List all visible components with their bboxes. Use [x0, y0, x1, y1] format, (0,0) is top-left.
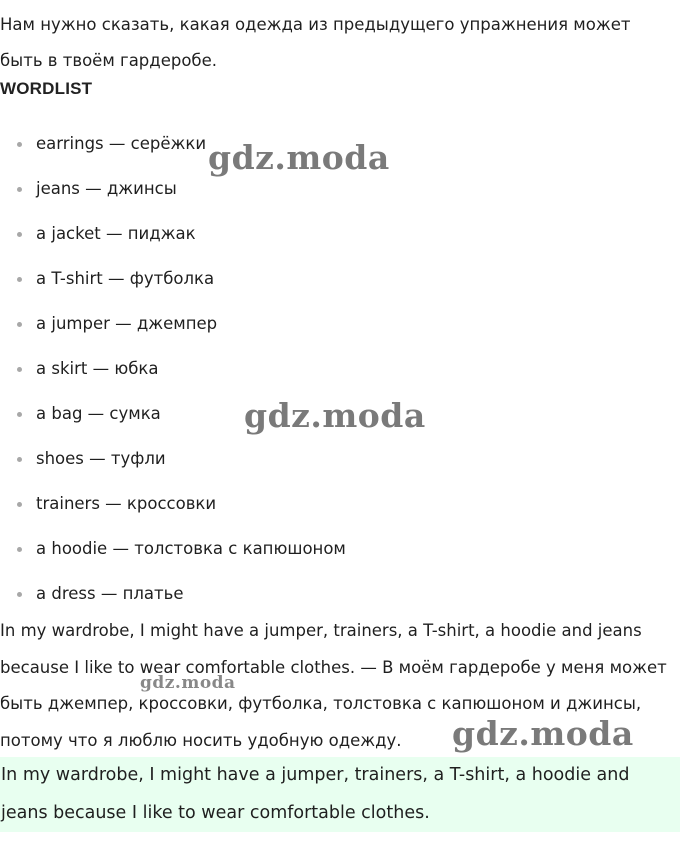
list-item-text: a jumper — джемпер: [36, 314, 218, 333]
list-item: [0, 441, 346, 486]
highlight-text: In my wardrobe, I might have a jumper, trainers, a T-shirt, a hoodie and jeans because I like to wear comfortable clothes.: [1, 765, 630, 823]
wordlist: [0, 126, 346, 621]
list-item-text: a bag — сумка: [36, 404, 161, 423]
bullet-icon: [17, 232, 22, 237]
watermark-logo: gdz.moda: [140, 673, 236, 693]
list-item-text: shoes — туфли: [36, 449, 166, 468]
bullet-icon: [17, 277, 22, 282]
bullet-icon: [17, 502, 22, 507]
list-item: [0, 261, 346, 306]
answer-text: In my wardrobe, I might have a jumper, trainers, a T-shirt, a hoodie and jeans because I like to wear comfortable clothes. — В моём гардеробе у меня может быть джемпер, кроссовки, футболка, толстовка с капюшоном и джинсы, потому что я люблю носить удобную одежду.: [0, 621, 667, 750]
list-item: [0, 531, 346, 576]
intro-text: Нам нужно сказать, какая одежда из предыдущего упражнения может быть в твоём гардеробе.: [0, 15, 631, 70]
bullet-icon: [17, 412, 22, 417]
list-item: [0, 306, 346, 351]
list-item: [0, 486, 346, 531]
watermark-logo: gdz.moda: [244, 396, 426, 435]
list-item-text: a jacket — пиджак: [36, 224, 196, 243]
list-item-text: jeans — джинсы: [36, 179, 177, 198]
bullet-icon: [17, 592, 22, 597]
list-item-text: earrings — серёжки: [36, 134, 207, 153]
list-item: [0, 351, 346, 396]
bullet-icon: [17, 367, 22, 372]
bullet-icon: [17, 547, 22, 552]
watermark-logo: gdz.moda: [452, 714, 634, 753]
list-item-text: trainers — кроссовки: [36, 494, 217, 513]
list-item-text: a skirt — юбка: [36, 359, 159, 378]
list-item: [0, 171, 346, 216]
watermark-logo: gdz.moda: [208, 138, 390, 177]
bullet-icon: [17, 187, 22, 192]
list-item-text: a T-shirt — футболка: [36, 269, 215, 288]
answer-highlight: [0, 757, 680, 832]
list-item-text: a dress — платье: [36, 584, 184, 603]
bullet-icon: [17, 457, 22, 462]
wordlist-heading: WORDLIST: [0, 79, 93, 98]
bullet-icon: [17, 322, 22, 327]
list-item-text: a hoodie — толстовка с капюшоном: [36, 539, 346, 558]
list-item: [0, 216, 346, 261]
bullet-icon: [17, 142, 22, 147]
